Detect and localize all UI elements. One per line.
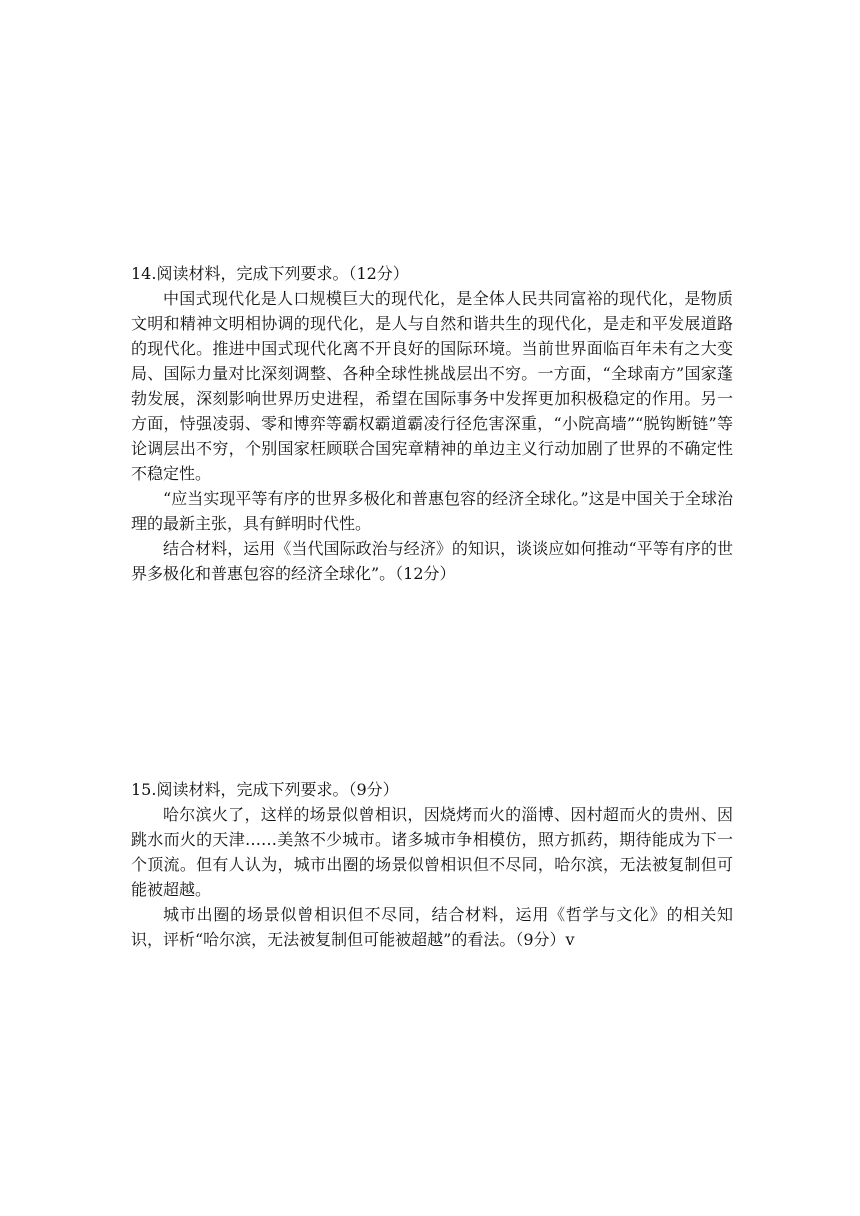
- question-14: [131, 261, 733, 586]
- question-15-task-paragraph: 城市出圈的场景似曾相识但不尽同，结合材料，运用《哲学与文化》的相关知识，评析“哈尔滨，无法被复制但可能被超越”的看法。（9分）v: [131, 905, 733, 949]
- question-15-title: 15.阅读材料，完成下列要求。（9分）: [131, 780, 399, 799]
- question-15-material-paragraph: 哈尔滨火了，这样的场景似曾相识，因烧烤而火的淄博、因村超而火的贵州、因跳水而火的天津……美煞不少城市。诸多城市争相模仿，照方抓药，期待能成为下一个顶流。但有人认为，城市出圈的场景似曾相识但不尽同，哈尔滨，无法被复制但可能被超越。: [131, 805, 733, 899]
- question-14-task-paragraph: 结合材料，运用《当代国际政治与经济》的知识，谈谈应如何推动“平等有序的世界多极化和普惠包容的经济全球化”。（12分）: [131, 539, 733, 583]
- question-15: [131, 777, 733, 952]
- question-14-title: 14.阅读材料，完成下列要求。（12分）: [131, 264, 409, 283]
- question-14-material-paragraph: 中国式现代化是人口规模巨大的现代化，是全体人民共同富裕的现代化，是物质文明和精神文明相协调的现代化，是人与自然和谐共生的现代化，是走和平发展道路的现代化。推进中国式现代化离不开良好的国际环境。当前世界面临百年未有之大变局、国际力量对比深刻调整、各种全球性挑战层出不穷。一方面，“全球南方”国家蓬勃发展，深刻影响世界历史进程，希望在国际事务中发挥更加积极稳定的作用。另一方面，恃强凌弱、零和博弈等霸权霸道霸凌行径危害深重，“小院高墙”“脱钩断链”等论调层出不穷，个别国家枉顾联合国宪章精神的单边主义行动加剧了世界的不确定性不稳定性。: [131, 289, 733, 483]
- question-14-quote-paragraph: “应当实现平等有序的世界多极化和普惠包容的经济全球化。”这是中国关于全球治理的最新主张，具有鲜明时代性。: [131, 489, 733, 533]
